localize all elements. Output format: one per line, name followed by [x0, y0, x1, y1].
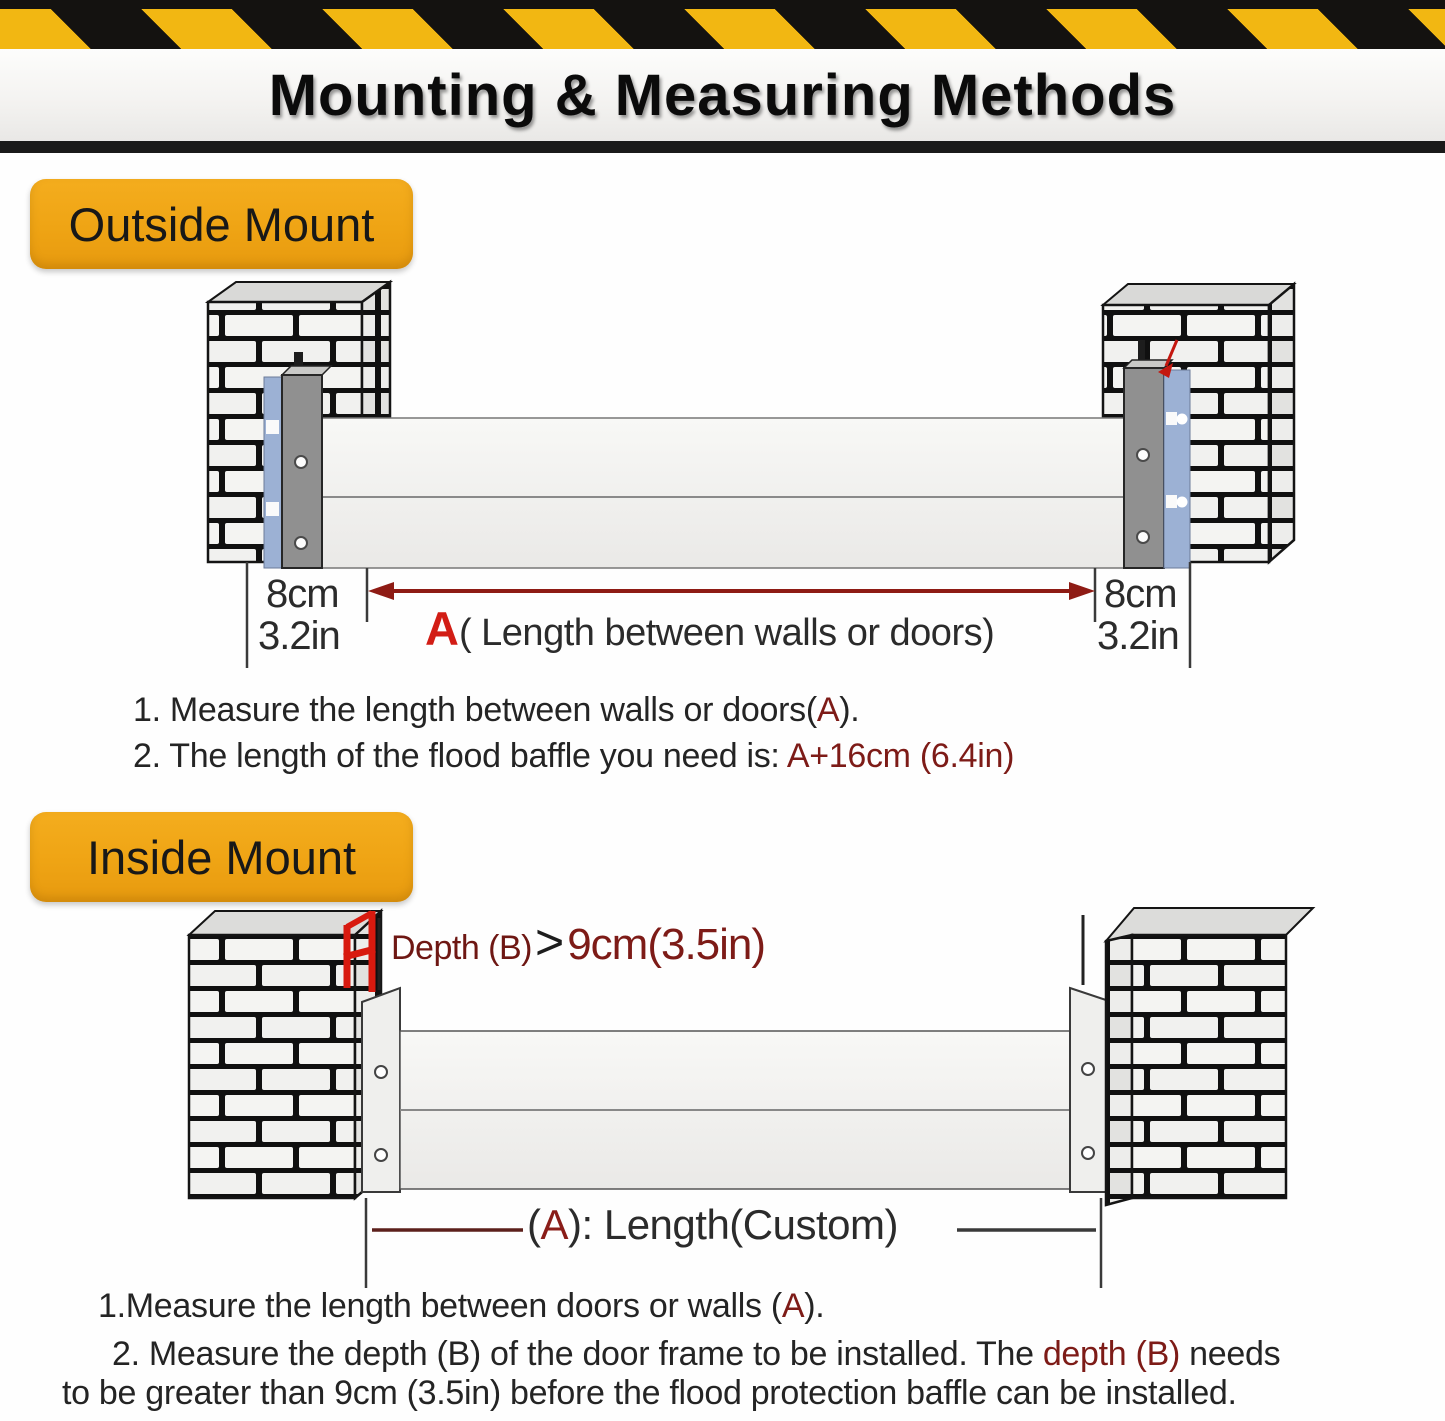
screw-hole [295, 537, 307, 549]
page-title: Mounting & Measuring Methods [268, 62, 1177, 128]
inside-mount-badge [30, 812, 413, 902]
screw-hole [1137, 531, 1149, 543]
inside-step-2 [112, 1335, 1280, 1374]
screw-hole [1082, 1147, 1094, 1159]
outside-step-2 [133, 737, 1014, 776]
step-highlight: A [816, 691, 840, 729]
step-highlight: A [781, 1287, 805, 1325]
depth-b-label [391, 913, 765, 971]
screw-hole [1082, 1063, 1094, 1075]
right-mount-channel [1164, 370, 1190, 568]
outside-mount-badge-label: Outside Mount [68, 197, 375, 251]
length-a-text: ( Length between walls or doors) [458, 612, 995, 654]
dimension-label-left-in: 3.2in [258, 614, 340, 658]
screw-hole [295, 456, 307, 468]
flood-barrier-panel [322, 418, 1124, 568]
step-highlight: depth (B) [1042, 1335, 1180, 1373]
step-text: 2. The length of the flood baffle you need is: [133, 737, 787, 775]
outside-step-1 [133, 691, 859, 730]
step-text: 1. Measure the length between walls or doors( [133, 691, 817, 729]
dimension-label-left-cm: 8cm [266, 572, 339, 616]
screw-hole [375, 1149, 387, 1161]
hazard-top-strip [0, 0, 1445, 9]
step-text: to be greater than 9cm (3.5in) before the flood protection baffle can be installed. [62, 1374, 1237, 1412]
length-arrow [368, 582, 1095, 600]
paren-open: ( [527, 1201, 541, 1248]
step-text: ). [804, 1287, 825, 1325]
step-text: ). [839, 691, 860, 729]
step-text: 1.Measure the length between doors or walls ( [98, 1287, 782, 1325]
left-mount-channel [264, 377, 282, 568]
greater-than-sign: > [535, 914, 565, 970]
depth-b-value: 9cm(3.5in) [567, 920, 766, 969]
header-divider-bar [0, 141, 1445, 153]
flood-barrier-panel [400, 1031, 1070, 1189]
title-band [0, 49, 1445, 141]
left-mount-bracket [362, 988, 400, 1192]
screw-hole [375, 1066, 387, 1078]
step-text: 2. Measure the depth (B) of the door frame to be installed. The [112, 1335, 1043, 1373]
length-custom-label [527, 1201, 898, 1249]
step-text: needs [1179, 1335, 1281, 1373]
inside-step-1 [98, 1287, 824, 1326]
inside-mount-badge-label: Inside Mount [86, 830, 357, 884]
right-mount-bracket [1070, 988, 1106, 1192]
dimension-label-right-in: 3.2in [1097, 614, 1179, 658]
hazard-stripes-band [0, 9, 1445, 49]
length-a-letter: A [540, 1201, 569, 1248]
length-custom-text: ): Length(Custom) [568, 1201, 898, 1248]
right-brick-pillar [1106, 908, 1313, 1205]
step-highlight: A+16cm (6.4in) [786, 737, 1015, 775]
screw-hole [1137, 449, 1149, 461]
dimension-label-right-cm: 8cm [1104, 572, 1177, 616]
depth-b-text: Depth (B) [391, 929, 532, 967]
length-a-label [425, 601, 994, 656]
length-a-letter: A [425, 602, 459, 655]
inside-step-2-continued [62, 1374, 1237, 1413]
outside-mount-badge [30, 179, 413, 269]
